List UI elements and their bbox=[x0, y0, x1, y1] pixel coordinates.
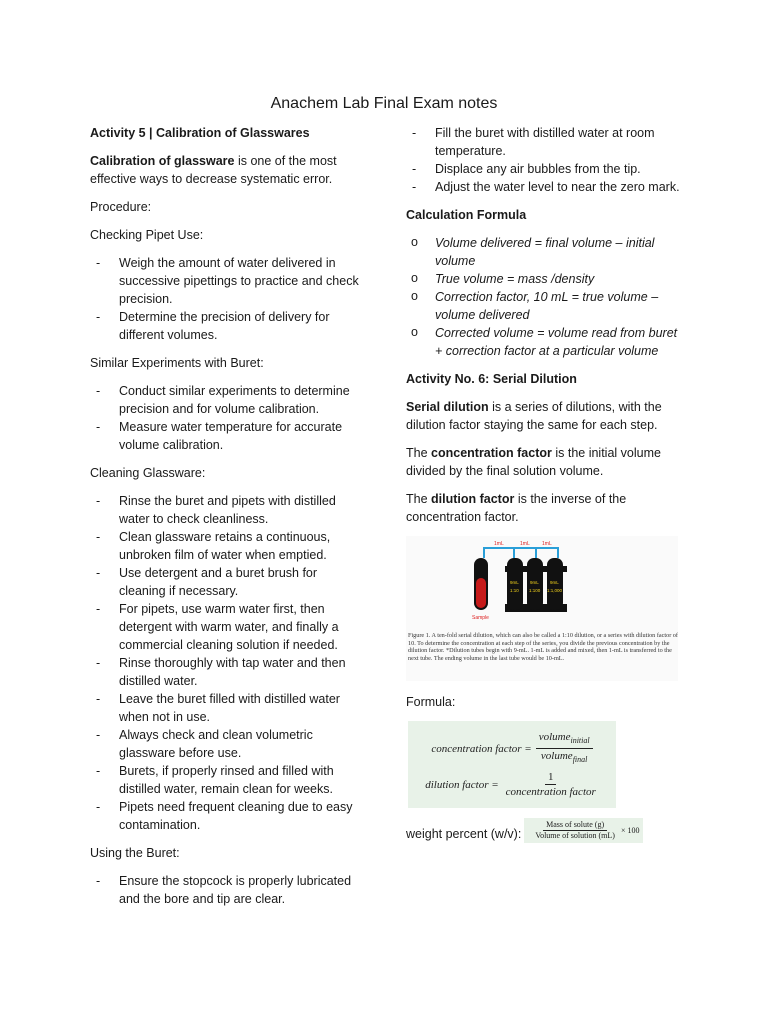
weight-percent-label: weight percent (w/v): bbox=[406, 827, 522, 842]
pipet-list bbox=[90, 254, 365, 344]
similar-buret-label: Similar Experiments with Buret: bbox=[90, 356, 264, 370]
dilution-factor-term: dilution factor bbox=[431, 492, 515, 506]
tube-ratio-label: 1:10 bbox=[510, 588, 519, 593]
list-item: - Measure water temperature for accurate volume calibration. bbox=[90, 418, 365, 454]
transfer-bracket bbox=[484, 548, 514, 558]
list-item: o Volume delivered = final volume – initial volume bbox=[406, 234, 681, 270]
transfer-bracket bbox=[536, 548, 558, 558]
list-item: - Conduct similar experiments to determine precision and for volume calibration. bbox=[90, 382, 365, 418]
concentration-factor-term: concentration factor bbox=[431, 446, 552, 460]
list-item: - Determine the precision of delivery for different volumes. bbox=[90, 308, 365, 344]
list-item: - Leave the buret filled with distilled water when not in use. bbox=[90, 690, 365, 726]
calculation-heading: Calculation Formula bbox=[406, 208, 527, 222]
fraction bbox=[536, 730, 593, 767]
using-buret-list bbox=[90, 872, 365, 908]
activity6-heading: Activity No. 6: Serial Dilution bbox=[406, 372, 577, 386]
list-item: - Rinse thoroughly with tap water and then distilled water. bbox=[90, 654, 365, 690]
dilution-prefix: The bbox=[406, 492, 432, 506]
tube-volume-label: 9mL bbox=[530, 580, 539, 585]
formula-label: Formula: bbox=[406, 695, 456, 709]
list-item: - Displace any air bubbles from the tip. bbox=[406, 160, 681, 178]
checking-pipet-label: Checking Pipet Use: bbox=[90, 228, 204, 242]
tube-volume-label: 9mL bbox=[510, 580, 519, 585]
list-item: - Adjust the water level to near the zero mark. bbox=[406, 178, 681, 196]
calibration-term: Calibration of glassware bbox=[90, 154, 235, 168]
serial-dilution-term: Serial dilution bbox=[406, 400, 489, 414]
list-item: - Rinse the buret and pipets with distilled water to check cleanliness. bbox=[90, 492, 365, 528]
list-item: o Corrected volume = volume read from buret + correction factor at a particular volume bbox=[406, 324, 681, 360]
formula-lhs: concentration factor = bbox=[431, 742, 532, 755]
list-item: - Pipets need frequent cleaning due to easy contamination. bbox=[90, 798, 365, 834]
fraction bbox=[532, 820, 618, 841]
serial-dilution-diagram bbox=[406, 536, 678, 631]
transfer-label: 1mL bbox=[494, 541, 504, 547]
dilution-factor-text: is the inverse of the concentration factor. bbox=[406, 492, 627, 524]
concentration-factor-text: is the initial volume divided by the final solution volume. bbox=[406, 446, 661, 478]
list-item: - Fill the buret with distilled water at room temperature. bbox=[406, 124, 681, 160]
cleaning-label: Cleaning Glassware: bbox=[90, 466, 206, 480]
fraction-numerator bbox=[536, 730, 593, 749]
list-item: - Clean glassware retains a continuous, unbroken film of water when emptied. bbox=[90, 528, 365, 564]
tube-ratio-label: 1:1,000 bbox=[547, 588, 563, 593]
times-hundred: × 100 bbox=[620, 825, 640, 835]
serial-dilution-figure bbox=[406, 536, 678, 681]
list-item: o Correction factor, 10 mL = true volume – volume delivered bbox=[406, 288, 681, 324]
list-item: - Always check and clean volumetric glassware before use. bbox=[90, 726, 365, 762]
denominator-text: volume bbox=[540, 750, 573, 763]
figure-caption: Figure 1. A ten-fold serial dilution, which can also be called a 1:10 dilution, or a series with dilution factor of 10. To determine the concentration at each step of the series, you divide the previous concentration by the dilution factor. *Dilution tubes begin with 9-mL. 1-mL is added and mixed, then 1-mL is transferred to the next tube. The ending volume in the last tube would be 10-mL. bbox=[408, 632, 678, 662]
tube-ratio-label: 1:100 bbox=[529, 588, 541, 593]
cleaning-list bbox=[90, 492, 365, 834]
serial-dilution-def bbox=[406, 398, 681, 434]
sample-liquid bbox=[476, 578, 486, 608]
list-item: - Use detergent and a buret brush for cleaning if necessary. bbox=[90, 564, 365, 600]
list-item: - For pipets, use warm water first, then detergent with warm water, and finally a commercial cleaning solution if needed. bbox=[90, 600, 365, 654]
buret-steps-list bbox=[406, 124, 681, 196]
concentration-factor-formula bbox=[412, 730, 612, 767]
list-item: - Weigh the amount of water delivered in successive pipettings to practice and check precision. bbox=[90, 254, 365, 308]
weight-percent-formula bbox=[524, 818, 643, 843]
numerator-text: volume bbox=[538, 731, 571, 743]
buret-list bbox=[90, 382, 365, 454]
fraction-denominator bbox=[538, 749, 590, 767]
fraction-denominator: concentration factor bbox=[505, 786, 596, 799]
left-column bbox=[90, 124, 365, 918]
activity5-heading: Activity 5 | Calibration of Glasswares bbox=[90, 126, 310, 140]
list-item: o True volume = mass /density bbox=[406, 270, 681, 288]
calibration-intro-text: is one of the most effective ways to decrease systematic error. bbox=[90, 154, 337, 186]
concentration-prefix: The bbox=[406, 446, 432, 460]
fraction bbox=[503, 770, 599, 799]
denominator-sub: final bbox=[572, 755, 588, 765]
numerator-sub: initial bbox=[570, 736, 590, 746]
weight-percent-row bbox=[406, 818, 681, 843]
serial-dilution-text: is a series of dilutions, with the dilution factor staying the same for each step. bbox=[406, 400, 662, 432]
transfer-label: 1mL bbox=[520, 541, 530, 547]
list-item: - Burets, if properly rinsed and filled with distilled water, remain clean for weeks. bbox=[90, 762, 365, 798]
fraction-numerator: Mass of solute (g) bbox=[543, 820, 607, 831]
formula-lhs: dilution factor = bbox=[425, 778, 499, 791]
using-buret-label: Using the Buret: bbox=[90, 846, 180, 860]
procedure-label: Procedure: bbox=[90, 200, 152, 214]
sample-label: Sample bbox=[472, 615, 489, 621]
dilution-factor-formula bbox=[412, 770, 612, 799]
concentration-factor-def bbox=[406, 444, 681, 480]
tube-volume-label: 9mL bbox=[550, 580, 559, 585]
calculation-list bbox=[406, 234, 681, 360]
transfer-label: 1mL bbox=[542, 541, 552, 547]
calibration-intro bbox=[90, 152, 365, 188]
list-item: - Ensure the stopcock is properly lubricated and the bore and tip are clear. bbox=[90, 872, 365, 908]
transfer-bracket bbox=[514, 548, 536, 558]
formula-box bbox=[408, 721, 616, 808]
dilution-factor-def bbox=[406, 490, 681, 526]
fraction-denominator: Volume of solution (mL) bbox=[535, 831, 615, 841]
fraction-numerator: 1 bbox=[545, 770, 557, 785]
document-title: Anachem Lab Final Exam notes bbox=[270, 95, 498, 112]
right-column bbox=[406, 124, 681, 843]
